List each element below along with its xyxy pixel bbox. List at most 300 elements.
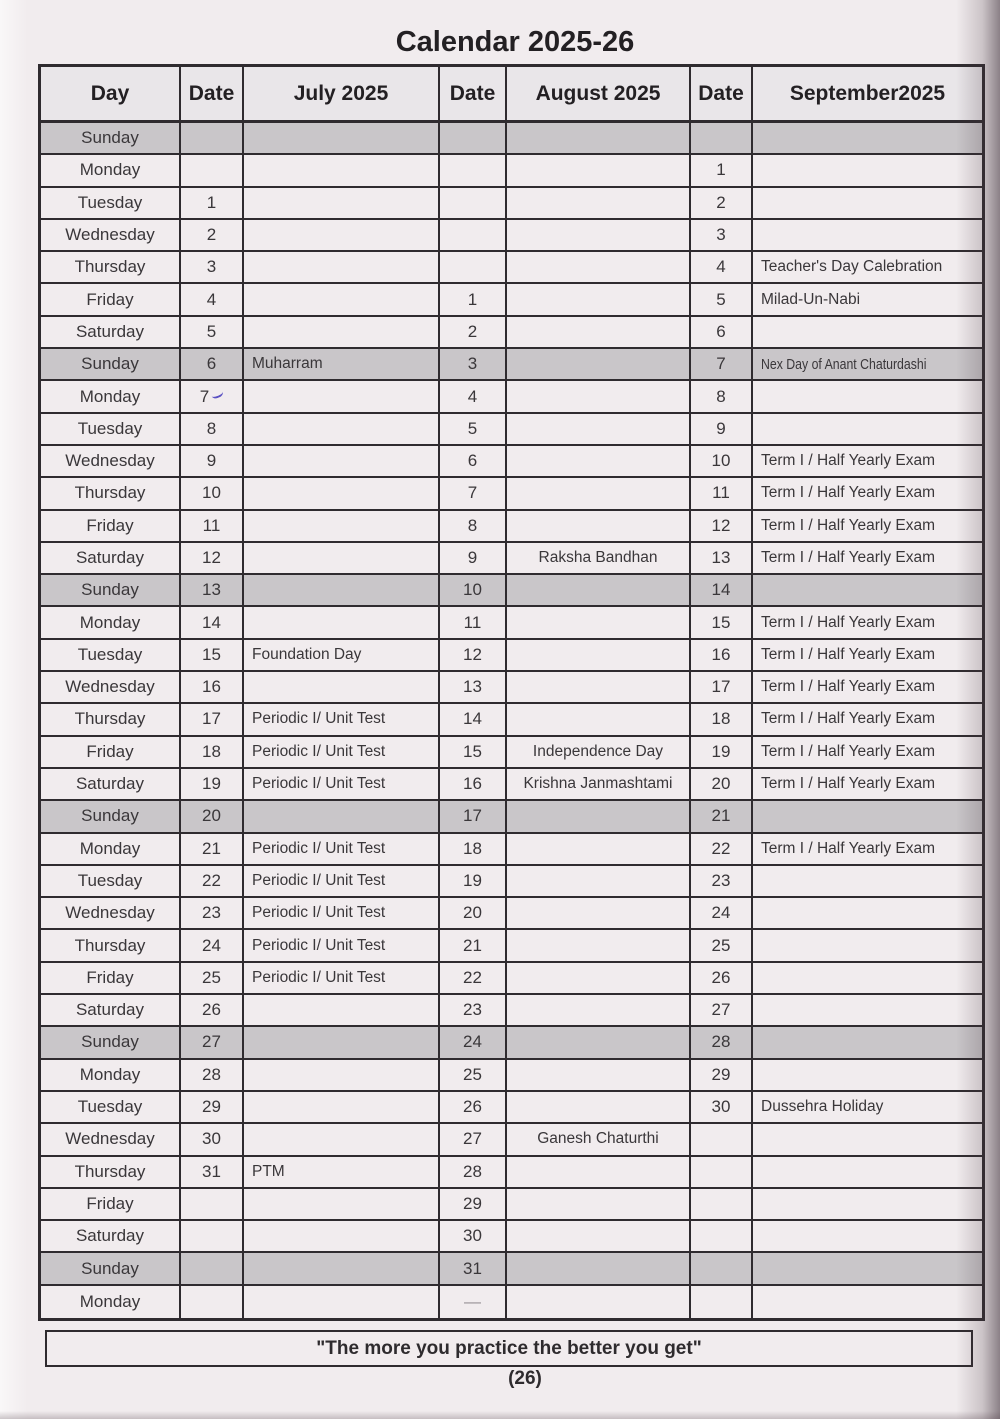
sep-date-cell-text: 25 bbox=[711, 935, 731, 955]
july-date-cell bbox=[181, 1286, 244, 1318]
aug-date-cell bbox=[440, 1027, 507, 1057]
sep-event-cell bbox=[753, 801, 982, 831]
aug-date-cell bbox=[440, 898, 507, 928]
aug-date-cell-text: 8 bbox=[467, 515, 478, 535]
aug-event-cell bbox=[507, 284, 691, 314]
sep-event-cell bbox=[753, 834, 982, 864]
july-date-cell-text: 13 bbox=[202, 580, 221, 600]
sep-date-cell bbox=[691, 155, 753, 185]
july-date-cell-text: 14 bbox=[202, 612, 221, 632]
july-event-cell bbox=[244, 607, 440, 637]
sep-date-cell-text: 5 bbox=[716, 289, 726, 309]
aug-event-cell bbox=[507, 478, 691, 508]
calendar-row bbox=[41, 220, 982, 252]
aug-event-cell bbox=[507, 349, 691, 379]
day-cell bbox=[41, 995, 181, 1025]
day-cell-text: Sunday bbox=[81, 128, 139, 148]
aug-event-cell bbox=[507, 1027, 691, 1057]
calendar-row bbox=[41, 1253, 982, 1285]
sep-date-cell bbox=[691, 801, 753, 831]
sep-date-cell bbox=[691, 1060, 753, 1090]
aug-event-cell bbox=[507, 1189, 691, 1219]
july-date-cell-text: 15 bbox=[202, 644, 221, 664]
sep-date-cell-text: 7 bbox=[716, 354, 726, 374]
calendar-row bbox=[41, 1157, 982, 1189]
aug-date-cell-text: 11 bbox=[463, 612, 482, 632]
day-cell bbox=[41, 898, 181, 928]
sep-date-cell-text: 19 bbox=[711, 741, 731, 761]
aug-date-cell-text: 22 bbox=[463, 967, 482, 987]
july-date-cell bbox=[181, 704, 244, 734]
july-date-cell-text: 25 bbox=[202, 967, 221, 987]
sep-date-cell-text: 6 bbox=[716, 321, 726, 341]
left-page-edge-highlight bbox=[0, 0, 28, 1419]
sep-date-cell-text: 29 bbox=[711, 1064, 731, 1084]
aug-date-cell bbox=[440, 834, 507, 864]
aug-date-cell bbox=[440, 1124, 507, 1154]
july-date-cell-text: 31 bbox=[202, 1161, 221, 1181]
calendar-row bbox=[41, 1286, 982, 1318]
aug-date-cell bbox=[440, 1060, 507, 1090]
calendar-row bbox=[41, 995, 982, 1027]
july-date-cell bbox=[181, 543, 244, 573]
july-date-cell-text: 3 bbox=[206, 257, 217, 277]
sep-event-cell bbox=[753, 704, 982, 734]
aug-event-cell bbox=[507, 801, 691, 831]
july-date-cell bbox=[181, 575, 244, 605]
sep-date-cell-text: 16 bbox=[711, 644, 731, 664]
aug-date-cell-text: 10 bbox=[463, 580, 482, 600]
sep-date-cell bbox=[691, 381, 753, 411]
july-date-cell bbox=[181, 737, 244, 767]
july-date-cell bbox=[181, 446, 244, 476]
sep-date-cell-text: 13 bbox=[711, 548, 731, 567]
july-event-cell-text: Periodic I/ Unit Test bbox=[252, 775, 386, 793]
july-date-cell bbox=[181, 155, 244, 185]
sep-date-cell bbox=[691, 866, 753, 896]
day-cell-text: Saturday bbox=[75, 1000, 145, 1020]
sep-event-cell-text: Term I / Half Yearly Exam bbox=[761, 452, 936, 470]
sep-date-cell bbox=[691, 640, 753, 670]
sep-event-cell-text: Term I / Half Yearly Exam bbox=[761, 484, 936, 502]
sep-date-cell bbox=[691, 1189, 753, 1219]
july-event-cell bbox=[244, 704, 440, 734]
sep-event-cell-text: Nex Day of Anant Chaturdashi bbox=[761, 355, 927, 373]
sep-date-cell bbox=[691, 898, 753, 928]
sep-date-cell bbox=[691, 1253, 753, 1283]
july-event-cell bbox=[244, 995, 440, 1025]
july-date-cell-text: 26 bbox=[202, 1000, 221, 1020]
july-date-cell-text: 11 bbox=[202, 515, 221, 535]
day-cell-text: Sunday bbox=[81, 1258, 139, 1278]
day-cell bbox=[41, 963, 181, 993]
day-cell bbox=[41, 834, 181, 864]
sep-event-cell bbox=[753, 317, 982, 347]
day-cell bbox=[41, 317, 181, 347]
calendar-row bbox=[41, 188, 982, 220]
header-day-label: Day bbox=[90, 81, 130, 105]
aug-date-cell bbox=[440, 1092, 507, 1122]
aug-event-cell bbox=[507, 769, 691, 799]
day-cell-text: Thursday bbox=[74, 935, 146, 955]
day-cell-text: Tuesday bbox=[77, 192, 143, 212]
aug-date-cell bbox=[440, 188, 507, 218]
july-event-cell bbox=[244, 317, 440, 347]
july-date-cell-text: 2 bbox=[206, 225, 217, 245]
day-cell-text: Saturday bbox=[75, 1226, 145, 1246]
july-date-cell bbox=[181, 1092, 244, 1122]
sep-event-cell bbox=[753, 123, 982, 153]
sep-date-cell bbox=[691, 284, 753, 314]
day-cell bbox=[41, 284, 181, 314]
july-event-cell-text: Periodic I/ Unit Test bbox=[252, 904, 386, 922]
calendar-row bbox=[41, 704, 982, 736]
day-cell bbox=[41, 188, 181, 218]
day-cell bbox=[41, 414, 181, 444]
sep-event-cell bbox=[753, 478, 982, 508]
july-date-cell bbox=[181, 801, 244, 831]
sep-date-cell-text: 3 bbox=[716, 225, 726, 245]
july-event-cell-text: Periodic I/ Unit Test bbox=[252, 968, 386, 986]
aug-event-cell bbox=[507, 1060, 691, 1090]
july-date-cell bbox=[181, 478, 244, 508]
day-cell-text: Monday bbox=[79, 160, 141, 180]
july-date-cell bbox=[181, 220, 244, 250]
aug-event-cell bbox=[507, 543, 691, 573]
aug-event-cell-text: Ganesh Chaturthi bbox=[537, 1130, 659, 1148]
day-cell bbox=[41, 220, 181, 250]
sep-date-cell-text: 21 bbox=[711, 806, 731, 826]
aug-date-cell-text: 16 bbox=[463, 774, 482, 794]
july-event-cell bbox=[244, 155, 440, 185]
day-cell bbox=[41, 381, 181, 411]
day-cell-text: Tuesday bbox=[77, 870, 143, 890]
july-event-cell-text: Periodic I/ Unit Test bbox=[252, 742, 386, 760]
sep-date-cell bbox=[691, 995, 753, 1025]
aug-date-cell bbox=[440, 478, 507, 508]
day-cell bbox=[41, 349, 181, 379]
sep-date-cell bbox=[691, 704, 753, 734]
sep-date-cell-text: 9 bbox=[716, 418, 726, 438]
day-cell bbox=[41, 1060, 181, 1090]
july-date-cell-text: 21 bbox=[202, 838, 221, 858]
day-cell bbox=[41, 1124, 181, 1154]
sep-date-cell bbox=[691, 963, 753, 993]
sep-date-cell bbox=[691, 834, 753, 864]
day-cell-text: Wednesday bbox=[65, 225, 155, 245]
aug-event-cell bbox=[507, 672, 691, 702]
aug-date-cell bbox=[440, 252, 507, 282]
aug-date-cell-text: 9 bbox=[467, 548, 478, 567]
aug-event-cell bbox=[507, 1124, 691, 1154]
calendar-row bbox=[41, 284, 982, 316]
sep-date-cell-text: 30 bbox=[711, 1097, 731, 1117]
day-cell bbox=[41, 1027, 181, 1057]
sep-event-cell bbox=[753, 1124, 982, 1154]
aug-event-cell bbox=[507, 317, 691, 347]
aug-event-cell bbox=[507, 123, 691, 153]
aug-date-cell bbox=[440, 1157, 507, 1187]
aug-event-cell-text: Independence Day bbox=[532, 742, 664, 760]
bottom-page-edge-shadow bbox=[0, 1411, 1000, 1419]
july-date-cell-text: 28 bbox=[202, 1064, 221, 1084]
header-july-date-label: Date bbox=[188, 81, 235, 105]
calendar-row bbox=[41, 317, 982, 349]
day-cell-text: Monday bbox=[79, 386, 141, 406]
header-august-date bbox=[440, 67, 507, 120]
july-date-cell bbox=[181, 317, 244, 347]
sep-date-cell bbox=[691, 575, 753, 605]
header-september-month-label: September2025 bbox=[789, 81, 946, 105]
aug-date-cell-text: 5 bbox=[467, 418, 478, 438]
day-cell-text: Saturday bbox=[75, 774, 145, 794]
july-date-cell bbox=[181, 1060, 244, 1090]
aug-date-cell-text: 3 bbox=[467, 354, 478, 374]
aug-event-cell bbox=[507, 640, 691, 670]
aug-event-cell-text: Raksha Bandhan bbox=[538, 549, 658, 566]
sep-event-cell bbox=[753, 930, 982, 960]
header-august-month bbox=[507, 67, 691, 120]
day-cell bbox=[41, 801, 181, 831]
july-date-cell bbox=[181, 866, 244, 896]
aug-date-cell-text: 15 bbox=[463, 741, 482, 761]
sep-event-cell bbox=[753, 381, 982, 411]
july-event-cell bbox=[244, 1027, 440, 1057]
sep-date-cell-text: 17 bbox=[711, 677, 731, 697]
pen-mark-icon bbox=[210, 387, 224, 400]
day-cell-text: Friday bbox=[86, 741, 134, 761]
header-day bbox=[41, 67, 181, 120]
july-event-cell bbox=[244, 1092, 440, 1122]
aug-date-cell bbox=[440, 801, 507, 831]
aug-event-cell bbox=[507, 737, 691, 767]
sep-date-cell-text: 8 bbox=[716, 386, 726, 406]
sep-event-cell bbox=[753, 963, 982, 993]
calendar-row bbox=[41, 349, 982, 381]
sep-date-cell-text: 10 bbox=[711, 451, 731, 471]
sep-event-cell-text: Term I / Half Yearly Exam bbox=[761, 645, 936, 663]
sep-date-cell-text: 22 bbox=[711, 838, 731, 858]
day-cell-text: Thursday bbox=[74, 257, 146, 277]
july-date-cell-text: 18 bbox=[202, 741, 221, 761]
calendar-row bbox=[41, 898, 982, 930]
sep-date-cell bbox=[691, 1221, 753, 1251]
sep-date-cell bbox=[691, 930, 753, 960]
july-event-cell bbox=[244, 188, 440, 218]
sep-date-cell bbox=[691, 769, 753, 799]
day-cell-text: Friday bbox=[86, 1193, 134, 1213]
day-cell-text: Wednesday bbox=[65, 903, 155, 923]
day-cell bbox=[41, 1092, 181, 1122]
sep-date-cell bbox=[691, 737, 753, 767]
aug-date-cell bbox=[440, 704, 507, 734]
aug-date-cell-text: 19 bbox=[463, 870, 482, 890]
aug-event-cell bbox=[507, 1253, 691, 1283]
july-event-cell-text: Foundation Day bbox=[252, 645, 362, 663]
day-cell-text: Tuesday bbox=[77, 1097, 143, 1117]
calendar-row bbox=[41, 543, 982, 575]
july-event-cell bbox=[244, 284, 440, 314]
aug-date-cell bbox=[440, 640, 507, 670]
july-event-cell bbox=[244, 1060, 440, 1090]
header-july-month bbox=[244, 67, 440, 120]
sep-date-cell-text: 11 bbox=[712, 483, 730, 503]
sep-event-cell bbox=[753, 866, 982, 896]
calendar-rows-container bbox=[41, 123, 982, 1318]
aug-date-cell bbox=[440, 995, 507, 1025]
july-date-cell-text: 17 bbox=[202, 709, 221, 729]
aug-event-cell bbox=[507, 930, 691, 960]
july-event-cell bbox=[244, 866, 440, 896]
aug-event-cell bbox=[507, 1221, 691, 1251]
sep-date-cell bbox=[691, 1157, 753, 1187]
july-event-cell-text: Periodic I/ Unit Test bbox=[252, 871, 386, 889]
day-cell bbox=[41, 640, 181, 670]
aug-date-cell bbox=[440, 381, 507, 411]
july-event-cell bbox=[244, 737, 440, 767]
day-cell-text: Sunday bbox=[81, 354, 139, 374]
aug-date-cell-text: 27 bbox=[463, 1129, 482, 1149]
aug-date-cell-text: 14 bbox=[463, 709, 482, 729]
calendar-row bbox=[41, 155, 982, 187]
aug-event-cell bbox=[507, 188, 691, 218]
sep-event-cell bbox=[753, 155, 982, 185]
july-event-cell-text: Muharram bbox=[252, 355, 323, 373]
aug-event-cell bbox=[507, 511, 691, 541]
aug-event-cell bbox=[507, 414, 691, 444]
july-date-cell bbox=[181, 963, 244, 993]
sep-date-cell bbox=[691, 414, 753, 444]
july-event-cell bbox=[244, 1221, 440, 1251]
july-event-cell bbox=[244, 1286, 440, 1318]
july-date-cell-text: 6 bbox=[206, 354, 217, 374]
aug-date-cell bbox=[440, 607, 507, 637]
calendar-row bbox=[41, 1092, 982, 1124]
july-event-cell bbox=[244, 801, 440, 831]
july-event-cell bbox=[244, 123, 440, 153]
sep-event-cell bbox=[753, 1286, 982, 1318]
july-event-cell bbox=[244, 898, 440, 928]
july-date-cell-text: 30 bbox=[202, 1129, 221, 1149]
aug-event-cell bbox=[507, 963, 691, 993]
july-date-cell-text: 16 bbox=[202, 677, 221, 697]
calendar-row bbox=[41, 769, 982, 801]
july-event-cell-text: PTM bbox=[252, 1162, 285, 1180]
july-date-cell bbox=[181, 640, 244, 670]
july-event-cell bbox=[244, 478, 440, 508]
aug-date-cell-text: 28 bbox=[463, 1161, 482, 1181]
july-event-cell bbox=[244, 446, 440, 476]
day-cell-text: Wednesday bbox=[65, 677, 155, 697]
calendar-row bbox=[41, 446, 982, 478]
july-event-cell bbox=[244, 349, 440, 379]
sep-date-cell-text: 20 bbox=[711, 774, 731, 794]
july-event-cell bbox=[244, 963, 440, 993]
july-event-cell bbox=[244, 511, 440, 541]
aug-event-cell bbox=[507, 575, 691, 605]
sep-date-cell-text: 24 bbox=[711, 903, 731, 923]
day-cell bbox=[41, 1221, 181, 1251]
july-date-cell-text: 5 bbox=[206, 321, 217, 341]
aug-date-cell bbox=[440, 672, 507, 702]
july-date-cell-text: 24 bbox=[202, 935, 221, 955]
july-date-cell bbox=[181, 381, 244, 411]
calendar-row bbox=[41, 414, 982, 446]
sep-event-cell bbox=[753, 607, 982, 637]
quote-text: "The more you practice the better you get" bbox=[316, 1337, 702, 1359]
aug-event-cell bbox=[507, 1157, 691, 1187]
july-date-cell bbox=[181, 898, 244, 928]
july-date-cell-text: 7 bbox=[199, 386, 210, 406]
july-event-cell-text: Periodic I/ Unit Test bbox=[252, 936, 386, 954]
calendar-row bbox=[41, 381, 982, 413]
aug-date-cell-text: 4 bbox=[467, 386, 478, 406]
aug-date-cell bbox=[440, 737, 507, 767]
july-date-cell bbox=[181, 252, 244, 282]
sep-event-cell bbox=[753, 1189, 982, 1219]
sep-date-cell bbox=[691, 672, 753, 702]
page-number: (26) bbox=[508, 1368, 542, 1389]
aug-date-cell-text: 13 bbox=[463, 677, 482, 697]
aug-event-cell bbox=[507, 898, 691, 928]
july-event-cell bbox=[244, 220, 440, 250]
day-cell bbox=[41, 123, 181, 153]
aug-date-cell-text: 7 bbox=[467, 483, 478, 503]
day-cell-text: Wednesday bbox=[65, 1129, 155, 1149]
day-cell-text: Thursday bbox=[74, 709, 146, 729]
sep-event-cell bbox=[753, 349, 982, 379]
july-date-cell bbox=[181, 414, 244, 444]
july-date-cell bbox=[181, 1157, 244, 1187]
july-event-cell-text: Periodic I/ Unit Test bbox=[252, 710, 386, 728]
day-cell-text: Monday bbox=[79, 838, 141, 858]
july-event-cell bbox=[244, 1124, 440, 1154]
aug-date-cell bbox=[440, 1221, 507, 1251]
aug-event-cell bbox=[507, 1092, 691, 1122]
header-july-month-label: July 2025 bbox=[293, 81, 389, 105]
sep-event-cell bbox=[753, 284, 982, 314]
day-cell-text: Saturday bbox=[75, 548, 145, 567]
aug-date-cell-text: 29 bbox=[463, 1193, 482, 1213]
sep-event-cell bbox=[753, 1092, 982, 1122]
sep-event-cell bbox=[753, 1027, 982, 1057]
aug-event-cell bbox=[507, 381, 691, 411]
calendar-row bbox=[41, 1124, 982, 1156]
day-cell bbox=[41, 511, 181, 541]
day-cell-text: Thursday bbox=[74, 483, 146, 503]
july-date-cell-text: 12 bbox=[202, 548, 221, 567]
day-cell bbox=[41, 155, 181, 185]
july-event-cell bbox=[244, 640, 440, 670]
aug-date-cell-text: 1 bbox=[467, 289, 478, 309]
sep-date-cell bbox=[691, 252, 753, 282]
july-date-cell bbox=[181, 349, 244, 379]
sep-date-cell bbox=[691, 511, 753, 541]
day-cell bbox=[41, 446, 181, 476]
july-date-cell bbox=[181, 1027, 244, 1057]
sep-date-cell-text: 15 bbox=[711, 612, 731, 632]
sep-date-cell bbox=[691, 543, 753, 573]
sep-date-cell bbox=[691, 349, 753, 379]
july-event-cell bbox=[244, 1253, 440, 1283]
aug-date-cell bbox=[440, 575, 507, 605]
july-event-cell bbox=[244, 769, 440, 799]
sep-date-cell-text: 18 bbox=[711, 709, 731, 729]
july-date-cell bbox=[181, 995, 244, 1025]
aug-date-cell bbox=[440, 866, 507, 896]
sep-date-cell-text: 1 bbox=[716, 160, 726, 180]
aug-date-cell-text: 2 bbox=[467, 321, 478, 341]
